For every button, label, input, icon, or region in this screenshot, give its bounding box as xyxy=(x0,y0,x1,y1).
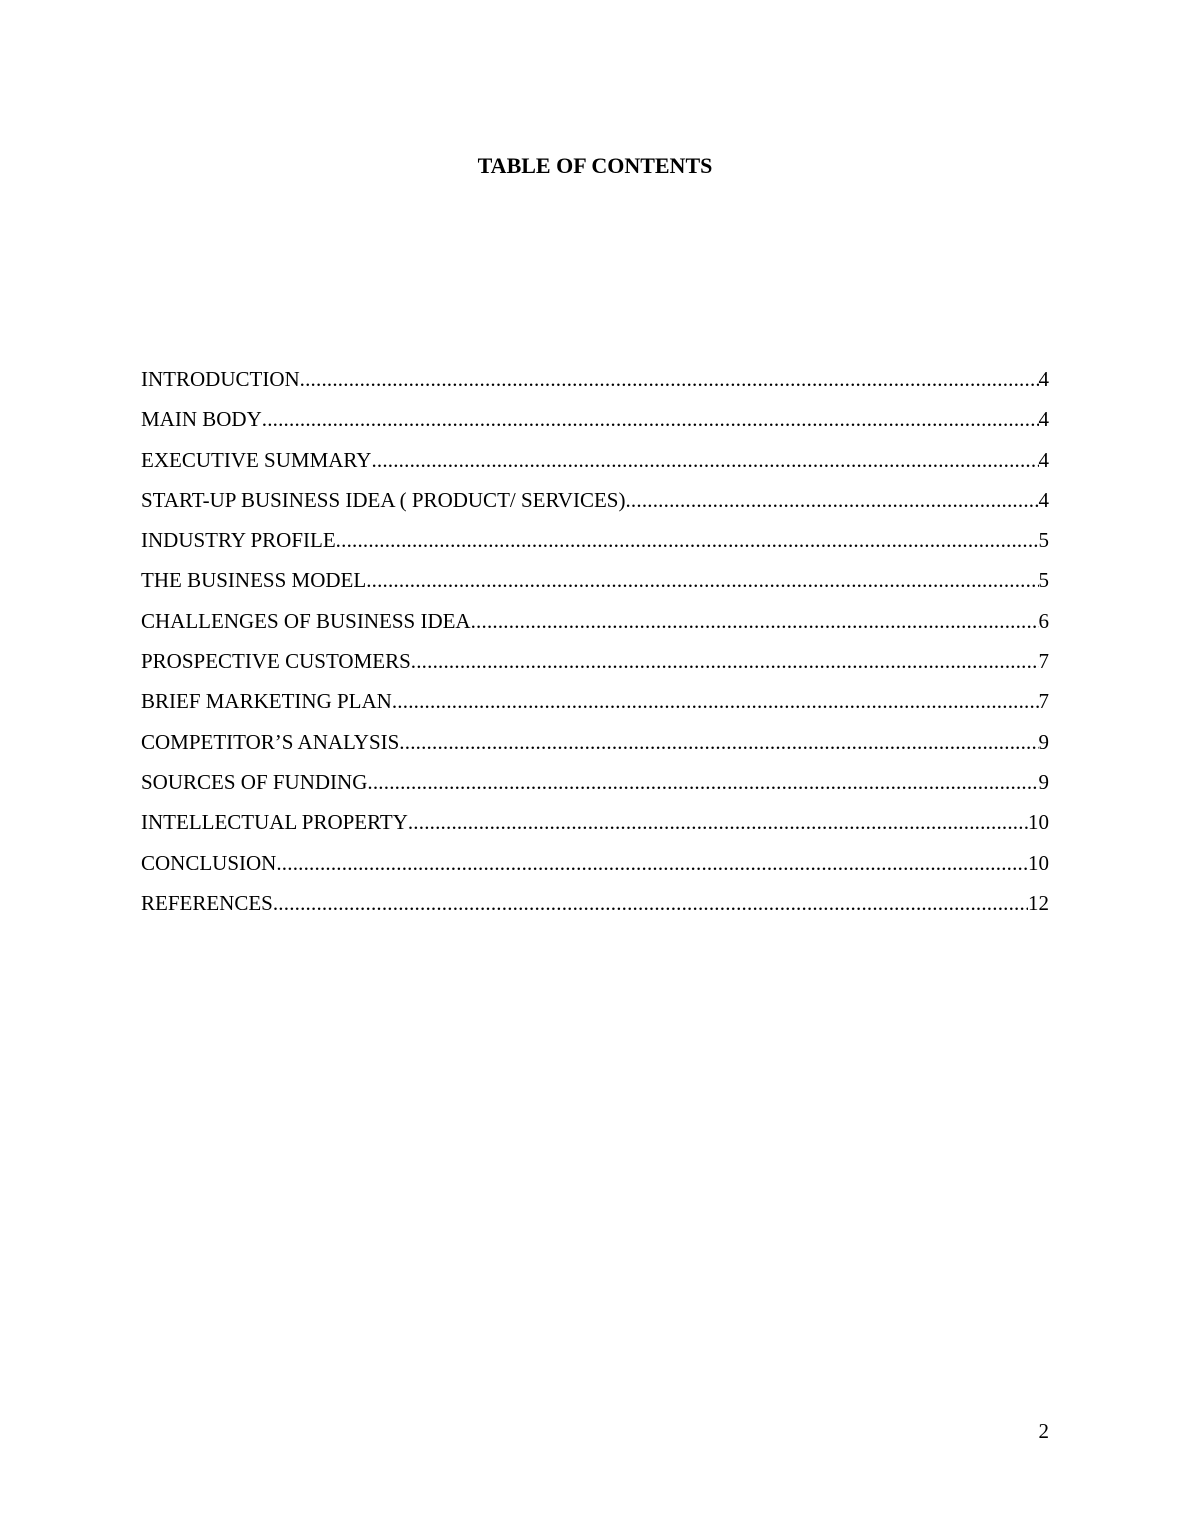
toc-entry-page: 5 xyxy=(1038,528,1049,553)
toc-entry-page: 6 xyxy=(1038,608,1049,633)
toc-entry-marketing-plan[interactable] xyxy=(141,686,1049,726)
toc-entry-page: 10 xyxy=(1028,850,1049,875)
toc-entry-title: INDUSTRY PROFILE xyxy=(141,528,336,553)
toc-entry-page: 7 xyxy=(1038,689,1049,714)
toc-entry-page: 5 xyxy=(1038,568,1049,593)
toc-entry-page: 10 xyxy=(1028,810,1049,835)
toc-entry-page: 9 xyxy=(1038,729,1049,754)
toc-entry-industry-profile[interactable] xyxy=(141,525,1049,565)
toc-dot-leader xyxy=(300,364,1039,394)
toc-entry-start-up-business-idea[interactable] xyxy=(141,485,1049,525)
toc-dot-leader xyxy=(367,767,1038,797)
toc-entry-page: 4 xyxy=(1038,487,1049,512)
toc-entry-introduction[interactable] xyxy=(141,364,1049,404)
toc-entry-executive-summary[interactable] xyxy=(141,445,1049,485)
toc-entry-title: EXECUTIVE SUMMARY xyxy=(141,447,372,472)
toc-dot-leader xyxy=(273,888,1028,918)
toc-entry-title: CHALLENGES OF BUSINESS IDEA xyxy=(141,608,471,633)
toc-entry-page: 4 xyxy=(1038,407,1049,432)
toc-entry-title: START-UP BUSINESS IDEA ( PRODUCT/ SERVICES) xyxy=(141,487,626,512)
toc-entry-title: MAIN BODY xyxy=(141,407,262,432)
toc-entry-title: INTRODUCTION xyxy=(141,367,300,391)
toc-entry-title: CONCLUSION xyxy=(141,850,277,875)
toc-dot-leader xyxy=(411,646,1039,676)
toc-list xyxy=(141,364,1049,928)
toc-dot-leader xyxy=(262,404,1039,434)
toc-entry-page: 9 xyxy=(1038,769,1049,794)
toc-dot-leader xyxy=(625,485,1038,515)
toc-dot-leader xyxy=(392,686,1039,716)
toc-entry-references[interactable] xyxy=(141,888,1049,928)
toc-entry-challenges[interactable] xyxy=(141,606,1049,646)
toc-entry-page: 4 xyxy=(1038,447,1049,472)
toc-entry-title: COMPETITOR’S ANALYSIS xyxy=(141,729,400,754)
toc-entry-page: 12 xyxy=(1028,890,1049,915)
toc-entry-title: THE BUSINESS MODEL xyxy=(141,568,367,593)
toc-dot-leader xyxy=(471,606,1039,636)
toc-entry-page: 7 xyxy=(1038,649,1049,674)
toc-dot-leader xyxy=(399,727,1038,757)
toc-entry-business-model[interactable] xyxy=(141,565,1049,605)
toc-entry-title: BRIEF MARKETING PLAN xyxy=(141,689,392,714)
toc-entry-page: 4 xyxy=(1038,367,1049,391)
toc-dot-leader xyxy=(336,525,1039,555)
page-number: 2 xyxy=(1038,1419,1049,1443)
toc-entry-conclusion[interactable] xyxy=(141,848,1049,888)
toc-dot-leader xyxy=(276,848,1028,878)
toc-entry-title: REFERENCES xyxy=(141,890,273,915)
toc-dot-leader xyxy=(371,445,1038,475)
toc-dot-leader xyxy=(366,565,1038,595)
toc-entry-title: SOURCES OF FUNDING xyxy=(141,769,368,794)
toc-entry-intellectual-property[interactable] xyxy=(141,807,1049,847)
toc-entry-title: INTELLECTUAL PROPERTY xyxy=(141,810,408,835)
toc-entry-sources-of-funding[interactable] xyxy=(141,767,1049,807)
toc-heading: TABLE OF CONTENTS xyxy=(477,153,713,178)
toc-entry-prospective-customers[interactable] xyxy=(141,646,1049,686)
toc-entry-title: PROSPECTIVE CUSTOMERS xyxy=(141,649,411,674)
toc-entry-main-body[interactable] xyxy=(141,404,1049,444)
toc-entry-competitors-analysis[interactable] xyxy=(141,727,1049,767)
toc-dot-leader xyxy=(408,807,1028,837)
